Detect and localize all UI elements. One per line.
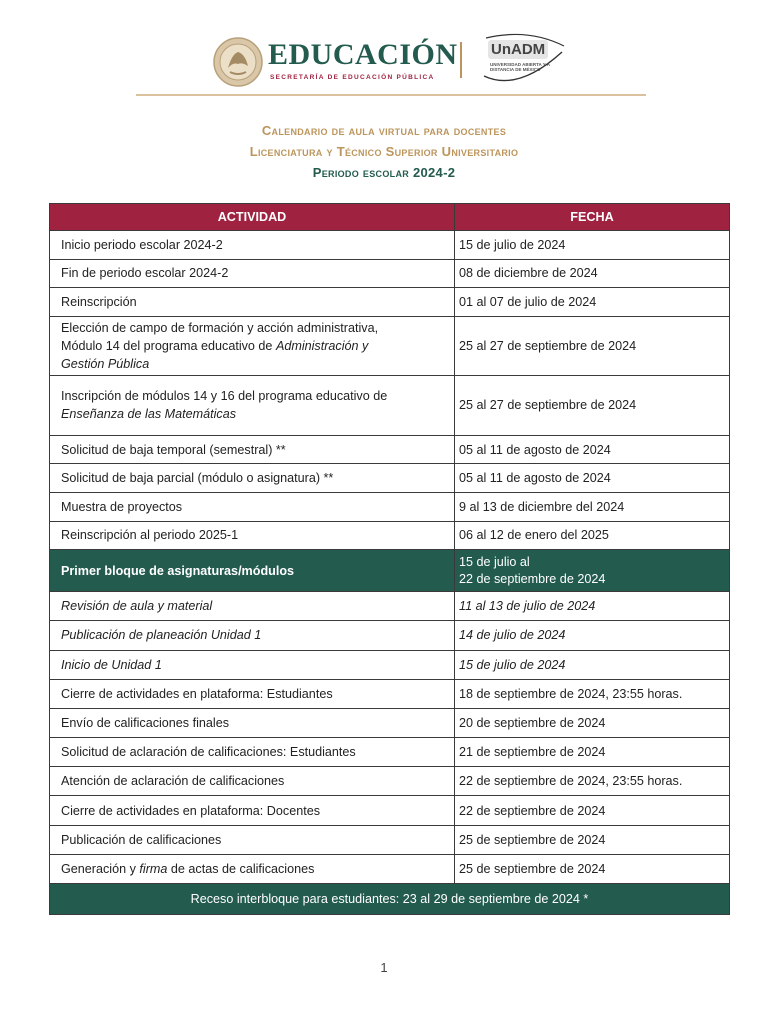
- date-cell: 11 al 13 de julio de 2024: [455, 592, 730, 621]
- date-cell: 22 de septiembre de 2024: [455, 796, 730, 825]
- table-row: [50, 825, 730, 854]
- date-cell: 25 de septiembre de 2024: [455, 854, 730, 883]
- footer-row: [50, 884, 730, 915]
- date-cell: 05 al 11 de agosto de 2024: [455, 464, 730, 493]
- date-cell: 21 de septiembre de 2024: [455, 738, 730, 767]
- activity-cell: Solicitud de baja temporal (semestral) **: [50, 435, 455, 464]
- calendar-table: [49, 203, 730, 915]
- column-header-date: FECHA: [455, 204, 730, 231]
- date-cell: 25 al 27 de septiembre de 2024: [455, 375, 730, 435]
- table-row: [50, 650, 730, 679]
- table-row: [50, 767, 730, 796]
- date-cell: 05 al 11 de agosto de 2024: [455, 435, 730, 464]
- activity-cell: Inicio periodo escolar 2024-2: [50, 231, 455, 260]
- unadm-wordmark: UnADM: [488, 40, 548, 59]
- activity-text-italic: firma: [139, 861, 168, 876]
- table-row: [50, 592, 730, 621]
- education-title: EDUCACIÓN: [268, 38, 458, 71]
- table-row: [50, 796, 730, 825]
- date-cell: 25 al 27 de septiembre de 2024: [455, 316, 730, 375]
- activity-cell: Fin de periodo escolar 2024-2: [50, 259, 455, 288]
- page-header: [0, 30, 768, 96]
- table-row: [50, 492, 730, 521]
- table-row: [50, 435, 730, 464]
- activity-text: Elección de campo de formación y acción administrativa,: [61, 320, 379, 335]
- date-cell: 15 de julio de 2024: [455, 231, 730, 260]
- table-row: [50, 679, 730, 708]
- activity-cell: Publicación de planeación Unidad 1: [50, 621, 455, 650]
- date-cell: 25 de septiembre de 2024: [455, 825, 730, 854]
- date-cell: 06 al 12 de enero del 2025: [455, 521, 730, 550]
- date-cell: 20 de septiembre de 2024: [455, 708, 730, 737]
- table-row: [50, 738, 730, 767]
- date-cell: 9 al 13 de diciembre del 2024: [455, 492, 730, 521]
- table-row: [50, 708, 730, 737]
- title-line-2: Licenciatura y Técnico Superior Universitario: [249, 144, 519, 159]
- mexico-seal-icon: [212, 36, 264, 88]
- table-row: [50, 316, 730, 375]
- activity-text: Generación y: [61, 861, 140, 876]
- activity-cell: Reinscripción al periodo 2025-1: [50, 521, 455, 550]
- date-cell: 01 al 07 de julio de 2024: [455, 288, 730, 317]
- activity-cell: [50, 854, 455, 883]
- activity-cell: [50, 316, 455, 375]
- document-titles: [0, 120, 768, 183]
- program-name: Administración y: [275, 338, 369, 353]
- program-name: Gestión Pública: [61, 356, 150, 371]
- header-divider: [460, 42, 462, 78]
- table-row: [50, 288, 730, 317]
- unadm-logo: [478, 32, 568, 90]
- date-cell: 22 de septiembre de 2024, 23:55 horas.: [455, 767, 730, 796]
- section-date: [455, 550, 730, 592]
- title-line-3: Periodo escolar 2024-2: [312, 165, 456, 180]
- program-name: Enseñanza de las Matemáticas: [61, 407, 237, 422]
- activity-cell: [50, 375, 455, 435]
- table-row: [50, 621, 730, 650]
- date-cell: 18 de septiembre de 2024, 23:55 horas.: [455, 679, 730, 708]
- activity-cell: Cierre de actividades en plataforma: Estudiantes: [50, 679, 455, 708]
- table-row: [50, 231, 730, 260]
- unadm-subtitle: UNIVERSIDAD ABIERTA Y A DISTANCIA DE MÉXICO: [490, 62, 550, 72]
- header-rule: [136, 94, 646, 96]
- title-line-1: Calendario de aula virtual para docentes: [261, 123, 507, 138]
- activity-cell: Envío de calificaciones finales: [50, 708, 455, 737]
- activity-cell: Atención de aclaración de calificaciones: [50, 767, 455, 796]
- table-row: [50, 375, 730, 435]
- table-row: [50, 464, 730, 493]
- education-subtitle: SECRETARÍA DE EDUCACIÓN PÚBLICA: [270, 74, 435, 81]
- activity-cell: Inicio de Unidad 1: [50, 650, 455, 679]
- section-row: [50, 550, 730, 592]
- section-date-end: 22 de septiembre de 2024: [459, 571, 606, 586]
- activity-text: de actas de calificaciones: [167, 861, 315, 876]
- table-row: [50, 854, 730, 883]
- activity-cell: Reinscripción: [50, 288, 455, 317]
- activity-cell: Solicitud de aclaración de calificaciones: Estudiantes: [50, 738, 455, 767]
- date-cell: 15 de julio de 2024: [455, 650, 730, 679]
- section-title: Primer bloque de asignaturas/módulos: [50, 550, 455, 592]
- activity-cell: Revisión de aula y material: [50, 592, 455, 621]
- page-number: 1: [380, 960, 388, 975]
- date-cell: 08 de diciembre de 2024: [455, 259, 730, 288]
- table-row: [50, 259, 730, 288]
- date-cell: 14 de julio de 2024: [455, 621, 730, 650]
- activity-cell: Solicitud de baja parcial (módulo o asignatura) **: [50, 464, 455, 493]
- section-date-start: 15 de julio al: [459, 554, 530, 569]
- activity-cell: Muestra de proyectos: [50, 492, 455, 521]
- activity-text: Inscripción de módulos 14 y 16 del programa educativo de: [61, 389, 388, 404]
- activity-cell: Cierre de actividades en plataforma: Docentes: [50, 796, 455, 825]
- column-header-activity: ACTIVIDAD: [50, 204, 455, 231]
- table-header-row: [50, 204, 730, 231]
- activity-cell: Publicación de calificaciones: [50, 825, 455, 854]
- recess-note: Receso interbloque para estudiantes: 23 al 29 de septiembre de 2024 *: [50, 884, 730, 915]
- table-row: [50, 521, 730, 550]
- activity-text: Módulo 14 del programa educativo de: [61, 338, 276, 353]
